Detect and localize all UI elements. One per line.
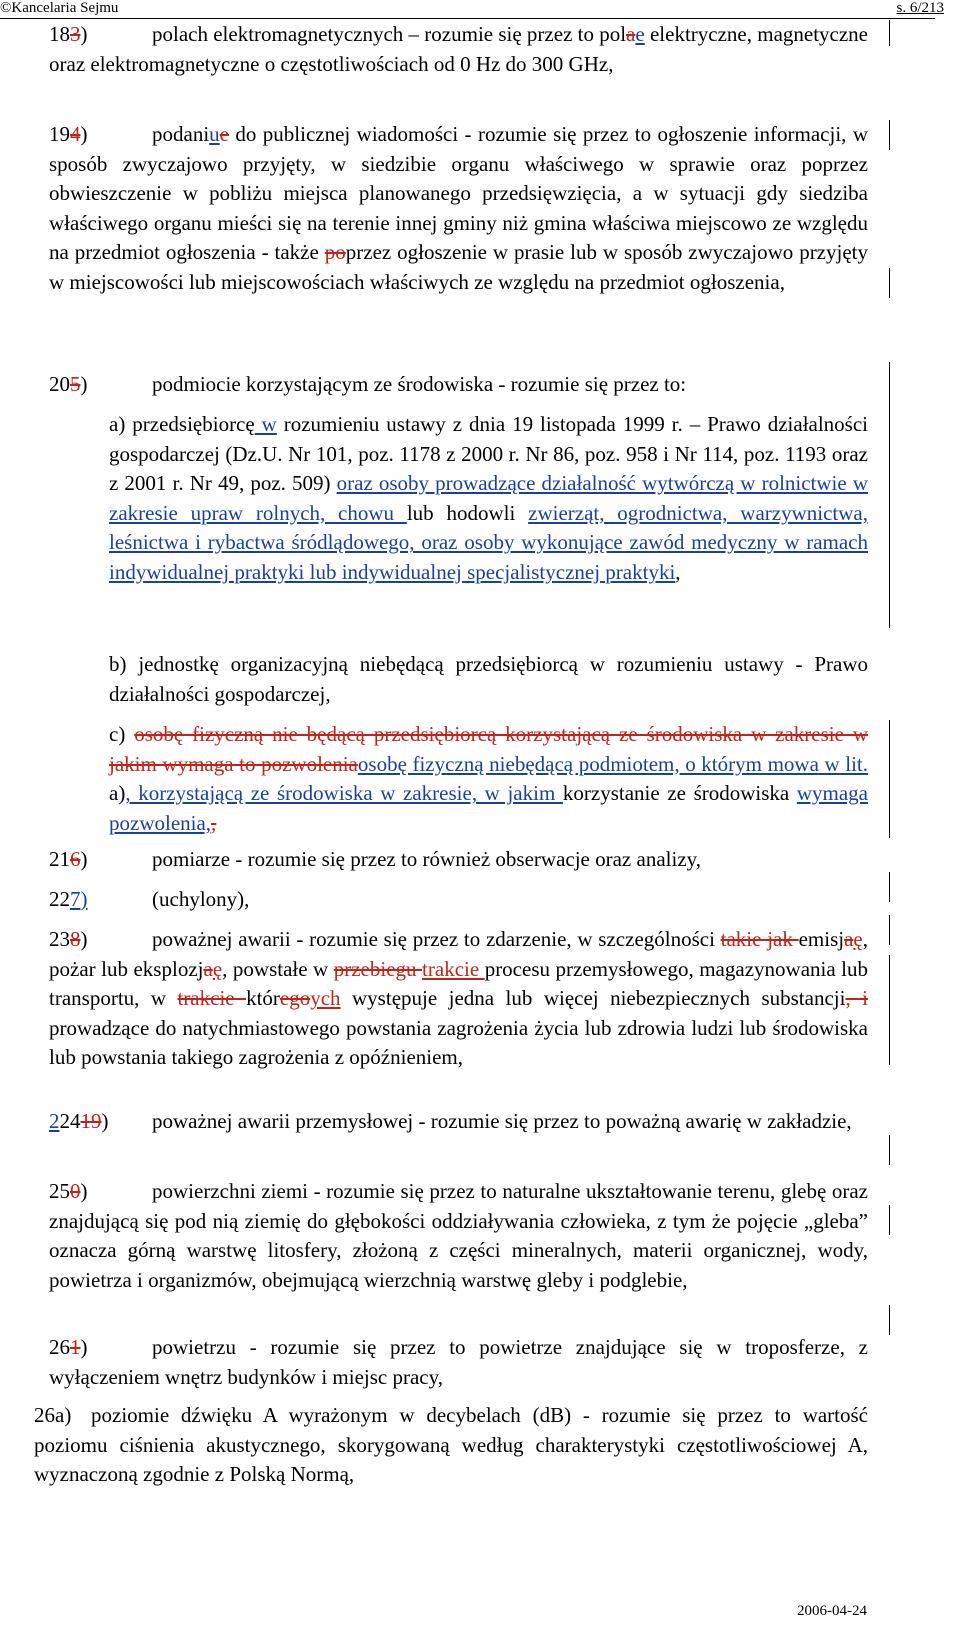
definition-22: 227) (uchylony), [49,887,250,911]
definition-20-a: a) przedsiębiorcę w rozumieniu ustawy z dnia 19 listopada 1999 r. – Prawo działalności gospodarczej (Dz.U. Nr 101, poz. 1178 z 2000 r. Nr 86, poz. 958 i Nr 114, poz. 1193 oraz z 2001 r. Nr 49, poz. 509) oraz osoby prowadzące działalność wytwórczą w rolnictwie w zakresie upraw rolnych, chowu lub hodowli zwierząt, ogrodnictwa, warzywnictwa, leśnictwa i rybactwa śródlądowego, oraz osoby wykonujące zawód medyczny w ramach indywidualnej praktyki lub indywidualnej specjalistycznej praktyki, [109,412,869,584]
change-bar [889,268,890,298]
definition-20-c: c) osobę fizyczną nie będącą przedsiębiorcą korzystającą ze środowiska w zakresie w jakim wymaga to pozwoleniaosobę fizyczną niebędącą podmiotem, o którym mowa w lit. a), korzystającą ze środowiska w zakresie, w jakim korzystanie ze środowiska wymaga pozwolenia,, [109,722,869,835]
definition-23: 238) poważnej awarii - rozumie się przez to zdarzenie, w szczególności takie jak emisjaę, pożar lub eksplozjaę, powstałe w przebiegu trakcie procesu przemysłowego, magazynowania lub transportu, w trakcie któregoych występuje jedna lub więcej niebezpiecznych substancji, i prowadzące do natychmiastowego powstania zagrożenia życia lub zdrowia ludzi lub środowiska lub powstania takiego zagrożenia z opóźnieniem, [49,927,869,1070]
header-page-number: s. 6/213 [896,0,944,16]
change-bar [889,1135,890,1165]
definition-18: 183) polach elektromagnetycznych – rozumie się przez to polae elektryczne, magnetyczne oraz elektromagnetyczne o częstotliwościach od 0 Hz do 300 GHz, [49,22,869,76]
change-bar [889,20,890,46]
change-bar [889,1305,890,1335]
change-bar [889,872,890,902]
change-bar [889,120,890,150]
definition-26a: 26a) poziomie dźwięku A wyrażonym w decybelach (dB) - rozumie się przez to wartość poziomu ciśnienia akustycznego, skorygowaną według charakterystyki częstotliwościowej A, wyznaczoną zgodnie z Polską Normą, [34,1403,868,1487]
change-bar [889,1205,890,1235]
header-left: ©Kancelaria Sejmu [0,0,119,16]
change-bar [889,955,890,1065]
header-rule [0,18,935,19]
change-bar [889,915,890,945]
definition-25: 250) powierzchni ziemi - rozumie się przez to naturalne ukształtowanie terenu, glebę oraz znajdującą się pod nią ziemię do głębokości oddziaływania człowieka, z tym że pojęcie „gleba” oznacza górną warstwę litosfery, złożoną z części mineralnych, materii organicznej, wody, powietrza i organizmów, obejmującą wierzchnią warstwę gleby i podglebie, [49,1179,868,1292]
definition-20: 205) podmiocie korzystającym ze środowiska - rozumie się przez to: [49,372,687,396]
definition-24: 22419) poważnej awarii przemysłowej - rozumie się przez to poważną awarię w zakładzie, [49,1109,852,1133]
definition-26: 261) powietrzu - rozumie się przez to powietrze znajdujące się w troposferze, z wyłączeniem wnętrz budynków i miejsc pracy, [49,1335,868,1389]
footer-date: 2006-04-24 [797,1603,867,1619]
change-bar [889,362,890,628]
definition-21: 216) pomiarze - rozumie się przez to również obserwacje oraz analizy, [49,847,702,871]
definition-19: 194) podaniue do publicznej wiadomości - rozumie się przez to ogłoszenie informacji, w sposób zwyczajowo przyjęty, w siedzibie organu właściwego w sprawie oraz poprzez obwieszczenie w pobliżu miejsca planowanego przedsięwzięcia, a w sytuacji gdy siedziba właściwego organu mieści się na terenie innej gminy niż gmina właściwa miejscowo ze względu na przedmiot ogłoszenia - także poprzez ogłoszenie w prasie lub w sposób zwyczajowo przyjęty w miejscowości lub miejscowościach właściwych ze względu na przedmiot ogłoszenia, [49,122,868,294]
definition-20-b: b) jednostkę organizacyjną niebędącą przedsiębiorcą w rozumieniu ustawy - Prawo działalności gospodarczej, [109,652,868,706]
change-bar [889,720,890,838]
